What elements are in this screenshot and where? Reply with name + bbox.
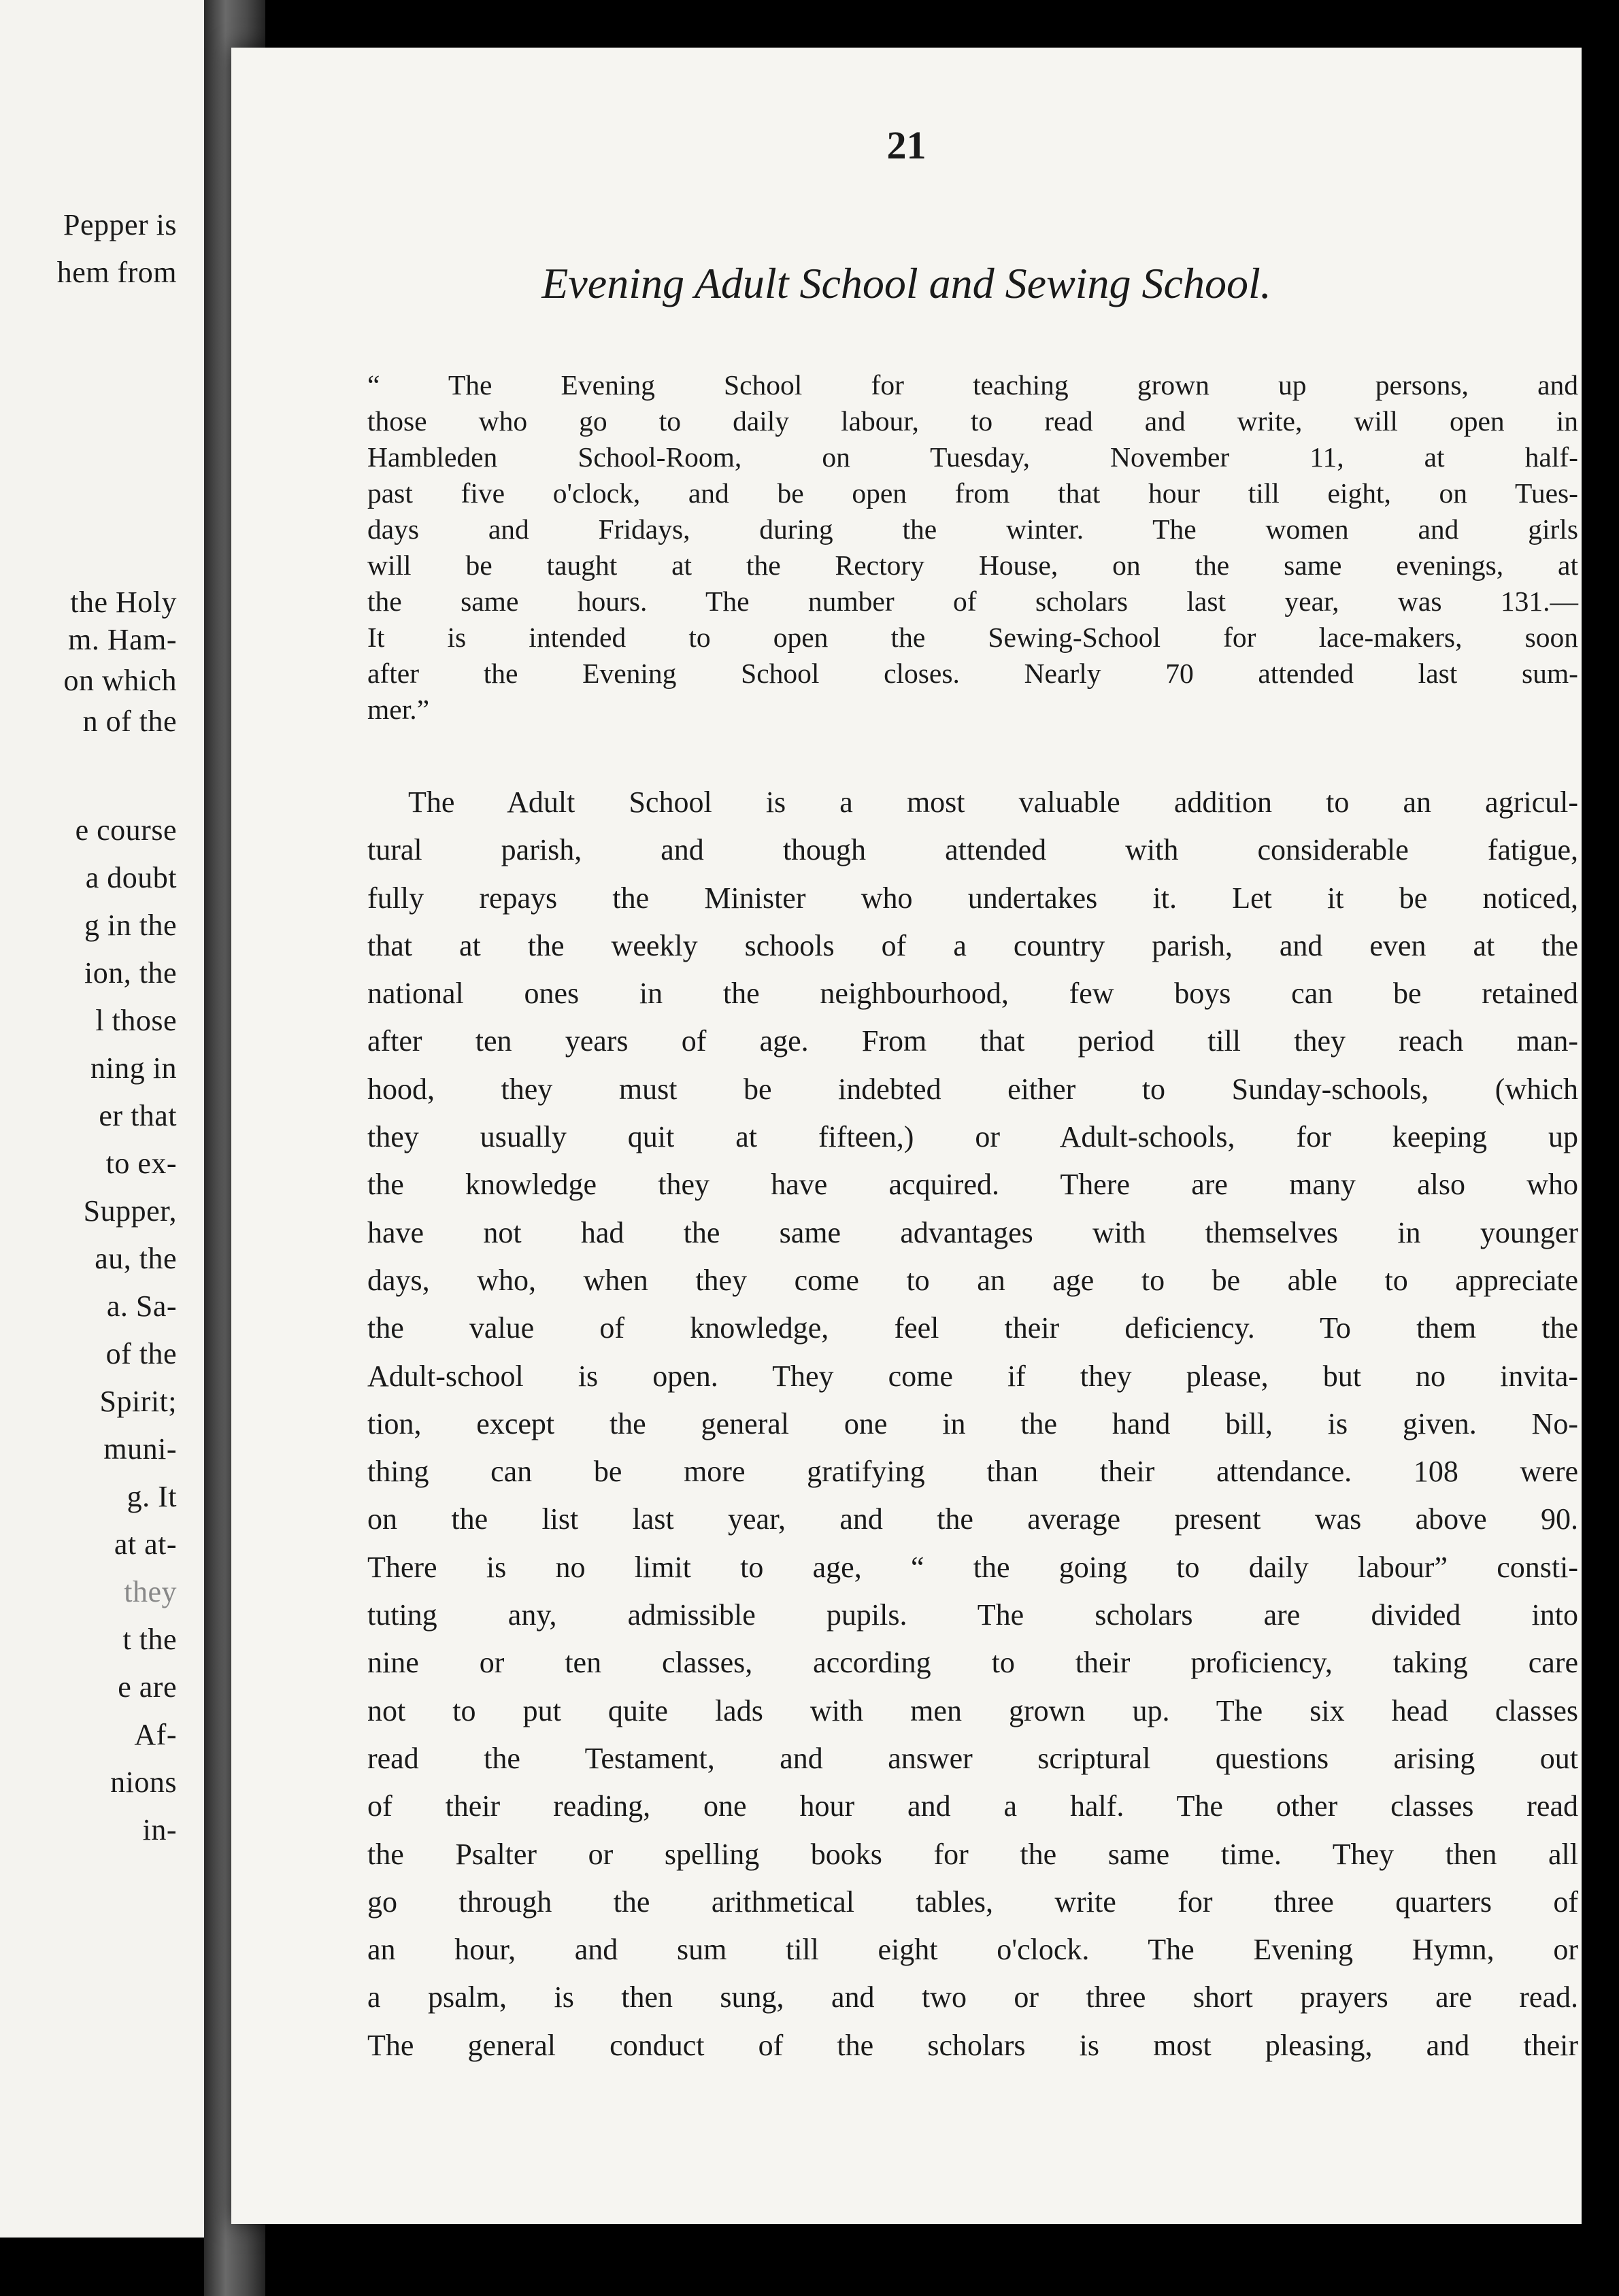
left-page-text-fragment: in- <box>142 1813 177 1846</box>
left-page-text-fragment: l those <box>95 1004 177 1037</box>
left-page-text-fragment: the Holy <box>70 586 177 619</box>
left-page-text-fragment: e are <box>118 1670 177 1704</box>
section-heading: Evening Adult School and Sewing School. <box>541 259 1271 307</box>
body-line: they usually quit at fifteen,) or Adult-schools, for keeping up <box>367 1120 1578 1154</box>
body-line: days, who, when they come to an age to be able to appreciate <box>367 1263 1578 1297</box>
left-page-text-fragment: nions <box>110 1766 177 1799</box>
body-line: on the list last year, and the average present was above 90. <box>367 1502 1578 1536</box>
left-facing-page <box>0 0 204 2238</box>
notice-line: Hambleden School-Room, on Tuesday, November 11, at half- <box>367 441 1578 473</box>
left-page-text-fragment: a doubt <box>85 861 177 894</box>
left-page-text-fragment: er that <box>99 1099 177 1132</box>
notice-line: mer.” <box>367 694 430 725</box>
notice-line: will be taught at the Rectory House, on the same evenings, at <box>367 550 1578 581</box>
left-page-text-fragment: hem from <box>56 256 177 289</box>
body-line: read the Testament, and answer scriptural questions arising out <box>367 1741 1578 1775</box>
left-page-text-fragment: to ex- <box>105 1147 177 1180</box>
left-page-text-fragment: n of the <box>82 705 177 738</box>
left-page-text-fragment: Af- <box>134 1718 177 1751</box>
left-page-text-fragment: Pepper is <box>63 208 177 241</box>
left-page-text-fragment: at at- <box>114 1527 177 1561</box>
left-page-text-fragment: Spirit; <box>99 1385 177 1418</box>
body-line: not to put quite lads with men grown up. The six head classes <box>367 1693 1578 1727</box>
body-line: an hour, and sum till eight o'clock. The Evening Hymn, or <box>367 1933 1578 1967</box>
body-line: a psalm, is then sung, and two or three short prayers are read. <box>367 1980 1578 2014</box>
body-line: go through the arithmetical tables, write for three quarters of <box>367 1885 1578 1919</box>
body-line: tuting any, admissible pupils. The scholars are divided into <box>367 1598 1578 1632</box>
left-page-text-fragment: on which <box>63 664 177 697</box>
body-line: The Adult School is a most valuable addition to an agricul- <box>408 786 1578 819</box>
notice-line: after the Evening School closes. Nearly 70 attended last sum- <box>367 658 1578 689</box>
notice-line: the same hours. The number of scholars last year, was 131.— <box>367 586 1578 617</box>
body-line: of their reading, one hour and a half. The other classes read <box>367 1789 1578 1823</box>
school-notice <box>367 367 1578 728</box>
notice-line: those who go to daily labour, to read and write, will open in <box>367 405 1578 437</box>
left-page-text-fragment: Supper, <box>83 1194 177 1228</box>
body-line: Adult-school is open. They come if they please, but no invita- <box>367 1359 1578 1393</box>
body-line: the Psalter or spelling books for the same time. They then all <box>367 1837 1578 1871</box>
left-page-text-fragment: e course <box>75 813 177 847</box>
left-page-text-fragment: g in the <box>84 909 177 942</box>
page-number: 21 <box>886 123 927 167</box>
notice-line: days and Fridays, during the winter. The women and girls <box>367 513 1578 545</box>
left-page-text-fragment: au, the <box>95 1242 177 1275</box>
body-line: There is no limit to age, “ the going to daily labour” consti- <box>367 1550 1578 1584</box>
notice-line: “ The Evening School for teaching grown up persons, and <box>367 369 1578 401</box>
main-page <box>231 48 1582 2224</box>
notice-line: It is intended to open the Sewing-School for lace-makers, soon <box>367 622 1578 653</box>
body-line: national ones in the neighbourhood, few boys can be retained <box>367 977 1578 1011</box>
left-page-text-fragment: g. It <box>127 1480 177 1513</box>
body-line: The general conduct of the scholars is most pleasing, and their <box>367 2028 1578 2062</box>
left-page-text-fragment: m. Ham- <box>68 623 177 656</box>
body-line: nine or ten classes, according to their proficiency, taking care <box>367 1646 1578 1680</box>
body-line: have not had the same advantages with themselves in younger <box>367 1215 1578 1249</box>
body-line: the value of knowledge, feel their deficiency. To them the <box>367 1311 1578 1345</box>
left-page-text-fragment: they <box>124 1575 177 1608</box>
left-page-text-fragment: t the <box>122 1623 177 1656</box>
body-line: that at the weekly schools of a country parish, and even at the <box>367 928 1578 962</box>
body-line: tural parish, and though attended with considerable fatigue, <box>367 833 1578 867</box>
left-page-text-fragment: of the <box>105 1337 177 1370</box>
body-line: fully repays the Minister who undertakes it. Let it be noticed, <box>367 881 1578 915</box>
body-line: tion, except the general one in the hand bill, is given. No- <box>367 1406 1578 1440</box>
left-page-text-fragment: ion, the <box>84 956 177 990</box>
body-line: the knowledge they have acquired. There are many also who <box>367 1168 1578 1202</box>
left-page-text-fragment: a. Sa- <box>106 1289 177 1323</box>
notice-line: past five o'clock, and be open from that hour till eight, on Tues- <box>367 477 1578 509</box>
body-line: thing can be more gratifying than their attendance. 108 were <box>367 1455 1578 1489</box>
body-line: after ten years of age. From that period till they reach man- <box>367 1024 1578 1058</box>
body-line: hood, they must be indebted either to Sunday-schools, (which <box>367 1072 1578 1106</box>
body-text <box>367 779 1578 2070</box>
left-page-text-fragment: ning in <box>90 1051 177 1085</box>
left-page-text-fragment: muni- <box>103 1432 177 1466</box>
